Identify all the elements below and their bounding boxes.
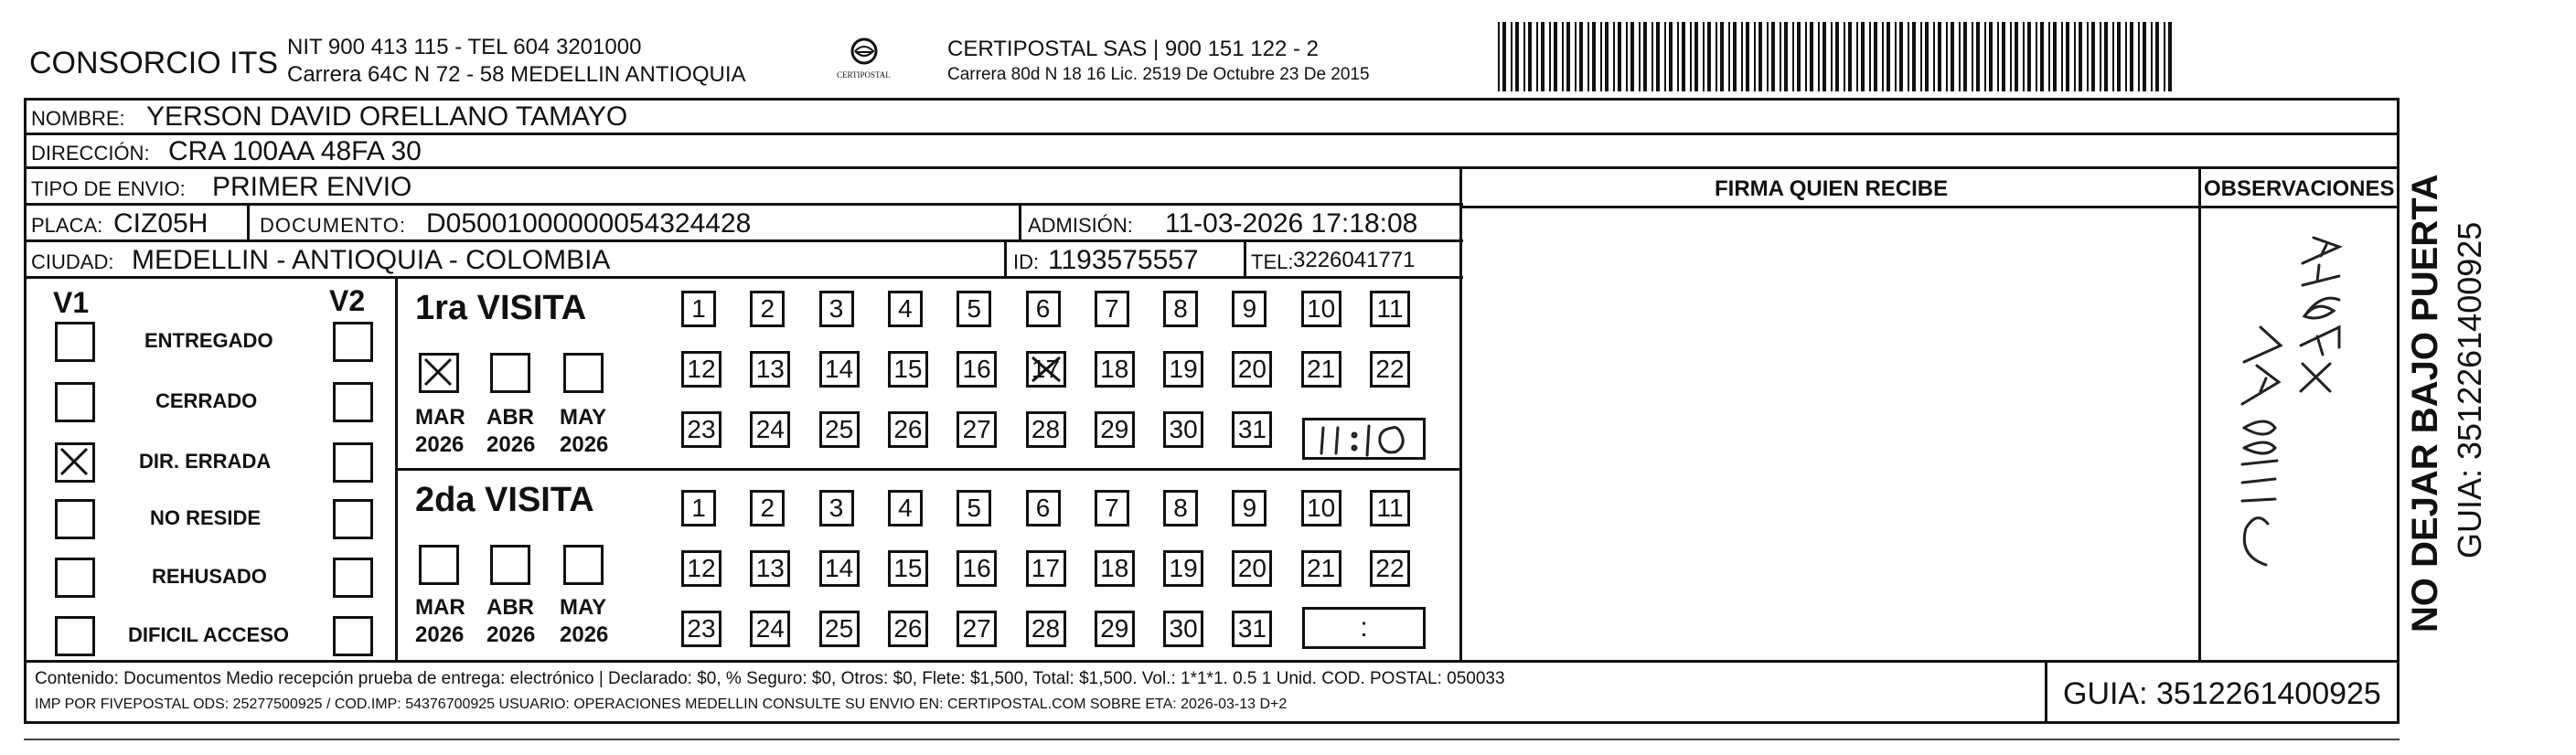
- v1-checkbox[interactable]: [55, 499, 95, 539]
- visita1-day-box[interactable]: [1095, 291, 1129, 327]
- visita2-day-box[interactable]: [1232, 550, 1272, 587]
- visita1-month-label: ABR: [486, 405, 534, 430]
- visita2-day-number: 8: [1173, 494, 1188, 522]
- visita1-day-number: 2: [760, 294, 775, 323]
- visita1-month-checkbox[interactable]: [563, 353, 604, 393]
- visita1-day-number: 31: [1237, 415, 1267, 443]
- visita1-day-number: 9: [1242, 294, 1257, 323]
- v2-checkbox[interactable]: [333, 382, 373, 422]
- visita2-year-label: 2026: [560, 622, 609, 647]
- visita2-day-box[interactable]: [1026, 611, 1066, 647]
- visita2-day-number: 1: [691, 494, 706, 522]
- visita2-day-number: 11: [1376, 494, 1404, 522]
- status-label: NO RESIDE: [150, 506, 262, 529]
- handwritten-observation: [2202, 208, 2398, 660]
- tipo-envio-label: TIPO DE ENVIO:: [31, 177, 186, 200]
- visita2-month-checkbox[interactable]: [490, 545, 530, 585]
- visita2-day-number: 25: [825, 614, 854, 643]
- visita2-day-number: 27: [962, 614, 991, 643]
- visita1-year-label: 2026: [560, 432, 609, 457]
- visita1-day-box[interactable]: [1232, 291, 1267, 327]
- visita1-day-box[interactable]: [1026, 351, 1066, 388]
- visita2-day-box[interactable]: [681, 611, 721, 647]
- visita2-day-number: 19: [1169, 554, 1198, 582]
- firma-header: FIRMA QUIEN RECIBE: [1715, 176, 1949, 201]
- visita1-day-box[interactable]: [888, 291, 923, 327]
- visita2-time-value: :: [1360, 612, 1368, 643]
- visita1-day-number: 30: [1169, 415, 1198, 443]
- visita2-day-box[interactable]: [819, 490, 854, 526]
- visita2-time-box[interactable]: [1302, 607, 1426, 649]
- visita1-day-box[interactable]: [1163, 351, 1203, 388]
- visita2-day-box[interactable]: [819, 611, 860, 647]
- observaciones-area[interactable]: [2202, 208, 2398, 660]
- visita2-day-box[interactable]: [1232, 611, 1272, 647]
- visita2-day-number: 18: [1100, 554, 1129, 582]
- visita1-year-label: 2026: [486, 432, 536, 457]
- visita1-day-number: 19: [1169, 355, 1198, 383]
- visita1-day-number: 4: [898, 294, 913, 323]
- visita2-day-box[interactable]: [957, 550, 997, 587]
- direccion-value: CRA 100AA 48FA 30: [168, 136, 422, 166]
- visita1-day-number: 16: [962, 355, 991, 383]
- v1-checkbox[interactable]: [55, 616, 95, 656]
- visita2-month-checkbox[interactable]: [419, 545, 459, 585]
- visita2-day-box[interactable]: [957, 490, 991, 526]
- visita2-day-number: 3: [828, 494, 844, 522]
- visita1-day-number: 15: [893, 355, 923, 383]
- status-label: ENTREGADO: [144, 329, 273, 352]
- v2-checkbox[interactable]: [333, 322, 373, 362]
- visita2-day-box[interactable]: [1095, 550, 1135, 587]
- admision-value: 11-03-2026 17:18:08: [1165, 208, 1418, 239]
- visita2-day-box[interactable]: [750, 490, 785, 526]
- visita1-day-box[interactable]: [750, 411, 790, 448]
- visita2-day-number: 2: [760, 494, 775, 522]
- visita2-day-number: 7: [1105, 494, 1119, 522]
- visita1-day-number: 6: [1035, 294, 1051, 323]
- visita1-day-number: 12: [687, 355, 716, 383]
- visita1-day-box[interactable]: [750, 351, 790, 388]
- visita2-day-number: 21: [1307, 554, 1336, 582]
- id-label: ID:: [1013, 250, 1040, 273]
- visita1-day-number: 27: [962, 415, 991, 443]
- visita1-day-box[interactable]: [1232, 411, 1272, 448]
- visita1-day-box[interactable]: [819, 291, 854, 327]
- visita2-day-box[interactable]: [750, 611, 790, 647]
- visita2-day-box[interactable]: [681, 490, 716, 526]
- tel-value: 3226041771: [1293, 248, 1416, 272]
- visita1-day-number: 13: [755, 355, 785, 383]
- status-label: REHUSADO: [152, 565, 267, 588]
- visita1-day-box[interactable]: [819, 351, 860, 388]
- tel-label: TEL:: [1251, 250, 1294, 273]
- visita2-day-box[interactable]: [1163, 611, 1203, 647]
- visita2-day-box[interactable]: [1095, 611, 1135, 647]
- certipostal-logo: [828, 35, 901, 86]
- visita2-day-number: 20: [1237, 554, 1267, 582]
- v1-checkbox[interactable]: [55, 558, 95, 598]
- visita2-day-box[interactable]: [888, 490, 923, 526]
- visita2-day-number: 12: [687, 554, 716, 582]
- nombre-label: NOMBRE:: [31, 107, 125, 130]
- visita1-day-box[interactable]: [1301, 351, 1341, 388]
- check-mark-icon: [58, 445, 92, 480]
- id-value: 1193575557: [1048, 245, 1199, 275]
- v2-checkbox[interactable]: [333, 558, 373, 598]
- check-mark-icon: [1029, 354, 1065, 387]
- visita2-month-label: MAR: [415, 595, 465, 620]
- visita1-day-box[interactable]: [957, 351, 997, 388]
- visita1-day-box[interactable]: [681, 351, 721, 388]
- check-mark-icon: [422, 356, 456, 390]
- visita2-day-box[interactable]: [888, 550, 928, 587]
- company-info-line-2: Carrera 64C N 72 - 58 MEDELLIN ANTIOQUIA: [287, 62, 746, 87]
- visita1-day-number: 22: [1375, 355, 1405, 383]
- visita1-day-number: 20: [1237, 355, 1267, 383]
- visita2-day-box[interactable]: [1163, 490, 1198, 526]
- visita2-day-box[interactable]: [1370, 490, 1410, 526]
- visita2-year-label: 2026: [486, 622, 536, 647]
- placa-label: PLACA:: [31, 214, 103, 237]
- visita1-day-box[interactable]: [1163, 291, 1198, 327]
- v2-checkbox[interactable]: [333, 499, 373, 539]
- visita2-day-number: 26: [893, 614, 923, 643]
- visita2-day-number: 14: [825, 554, 854, 582]
- visita2-day-number: 5: [967, 494, 981, 522]
- visita2-year-label: 2026: [415, 622, 465, 647]
- visita1-day-number: 5: [967, 294, 981, 323]
- direccion-label: DIRECCIÓN:: [31, 142, 150, 165]
- documento-value: D05001000000054324428: [426, 208, 752, 239]
- placa-value: CIZ05H: [113, 208, 208, 239]
- visita1-day-number: 11: [1376, 294, 1404, 323]
- visita1-time-handwriting: [1305, 420, 1424, 457]
- visita2-month-label: ABR: [486, 595, 534, 620]
- visita2-day-number: 29: [1100, 614, 1129, 643]
- visita1-day-box[interactable]: [819, 411, 860, 448]
- visita1-day-number: 29: [1100, 415, 1129, 443]
- visita1-day-box[interactable]: [1301, 291, 1341, 327]
- visita2-day-box[interactable]: [1026, 550, 1066, 587]
- visita2-day-box[interactable]: [1095, 490, 1129, 526]
- visita2-day-number: 9: [1242, 494, 1257, 522]
- visita1-day-box[interactable]: [888, 351, 928, 388]
- visita1-day-box[interactable]: [1095, 411, 1135, 448]
- visita2-day-box[interactable]: [1026, 490, 1061, 526]
- visita1-day-number: 26: [893, 415, 923, 443]
- visita2-day-number: 6: [1035, 494, 1051, 522]
- visita2-day-box[interactable]: [1301, 490, 1341, 526]
- visita1-day-box[interactable]: [681, 411, 721, 448]
- visita1-day-box[interactable]: [957, 291, 991, 327]
- v1-header: V1: [53, 286, 90, 319]
- visita1-day-number: 8: [1173, 294, 1188, 323]
- visita2-day-box[interactable]: [819, 550, 860, 587]
- visita1-day-box[interactable]: [750, 291, 785, 327]
- barcode: [1498, 22, 2178, 91]
- v2-header: V2: [329, 284, 366, 317]
- v1-checkbox[interactable]: [55, 382, 95, 422]
- visita2-day-number: 13: [755, 554, 785, 582]
- visita2-month-label: MAY: [560, 595, 607, 620]
- visita1-day-number: 18: [1100, 355, 1129, 383]
- visita1-title: 1ra VISITA: [415, 289, 587, 327]
- partner-info-line-1: CERTIPOSTAL SAS | 900 151 122 - 2: [947, 37, 1319, 61]
- visita2-day-box[interactable]: [957, 611, 997, 647]
- visita1-day-box[interactable]: [957, 411, 997, 448]
- visita1-day-number: 10: [1307, 294, 1336, 323]
- visita2-day-number: 10: [1307, 494, 1336, 522]
- visita1-day-box[interactable]: [1095, 351, 1135, 388]
- visita2-day-number: 31: [1237, 614, 1267, 643]
- visita1-day-number: 3: [828, 294, 844, 323]
- visita2-day-number: 28: [1031, 614, 1061, 643]
- nombre-value: YERSON DAVID ORELLANO TAMAYO: [146, 101, 628, 132]
- visita1-day-number: 21: [1307, 355, 1336, 383]
- visita2-day-number: 16: [962, 554, 991, 582]
- visita2-day-number: 30: [1169, 614, 1198, 643]
- footer-contenido: Contenido: Documentos Medio recepción prueba de entrega: electrónico | Declarado: $0, % Seguro: $0, Otros: $0, Flete: $1,500, Total: $1,500. Vol.: 1*1*1. 0.5 1 Unid. COD. POSTAL: 050033: [35, 669, 1505, 688]
- visita2-day-box[interactable]: [681, 550, 721, 587]
- visita1-day-box[interactable]: [1026, 291, 1061, 327]
- visita1-day-number: 28: [1031, 415, 1061, 443]
- ciudad-value: MEDELLIN - ANTIOQUIA - COLOMBIA: [132, 245, 611, 275]
- visita2-day-box[interactable]: [1370, 550, 1410, 587]
- visita2-day-number: 15: [893, 554, 923, 582]
- v1-checkbox[interactable]: [55, 442, 95, 483]
- observaciones-header: OBSERVACIONES: [2204, 176, 2395, 201]
- status-label: DIR. ERRADA: [139, 450, 272, 473]
- visita1-day-number: 23: [687, 415, 716, 443]
- visita1-month-checkbox[interactable]: [490, 353, 530, 393]
- admision-label: ADMISIÓN:: [1028, 214, 1133, 237]
- visita2-day-number: 23: [687, 614, 716, 643]
- visita2-day-box[interactable]: [1232, 490, 1267, 526]
- visita2-day-box[interactable]: [750, 550, 790, 587]
- company-info-line-1: NIT 900 413 115 - TEL 604 3201000: [287, 35, 642, 59]
- visita1-day-box[interactable]: [1232, 351, 1272, 388]
- company-name: CONSORCIO ITS: [29, 46, 279, 80]
- visita1-day-number: 24: [755, 415, 785, 443]
- v2-checkbox[interactable]: [333, 442, 373, 483]
- status-label: CERRADO: [155, 389, 258, 412]
- visita1-day-number: 1: [691, 294, 706, 323]
- visita2-day-number: 22: [1375, 554, 1405, 582]
- visita1-day-number: 14: [825, 355, 854, 383]
- visita1-day-box[interactable]: [1370, 291, 1410, 327]
- visita2-day-number: 17: [1031, 554, 1061, 582]
- visita2-day-number: 24: [755, 614, 785, 643]
- logo-text: CERTIPOSTAL: [837, 70, 891, 80]
- v1-checkbox[interactable]: [55, 322, 95, 362]
- visita2-day-box[interactable]: [1301, 550, 1341, 587]
- v2-checkbox[interactable]: [333, 616, 373, 656]
- ciudad-label: CIUDAD:: [31, 250, 114, 273]
- visita1-month-checkbox[interactable]: [419, 353, 459, 393]
- visita1-day-box[interactable]: [1163, 411, 1203, 448]
- visita1-day-box[interactable]: [681, 291, 716, 327]
- signature-area[interactable]: [1463, 208, 2198, 660]
- visita2-day-box[interactable]: [888, 611, 928, 647]
- visita2-day-number: 4: [898, 494, 913, 522]
- visita1-time-box[interactable]: [1302, 418, 1426, 460]
- visita1-day-box[interactable]: [1370, 351, 1410, 388]
- footer-impresion: IMP POR FIVEPOSTAL ODS: 25277500925 / COD.IMP: 54376700925 USUARIO: OPERACIONES MEDELLIN CONSULTE SU ENVIO EN: CERTIPOSTAL.COM SOBRE ETA: 2026-03-13 D+2: [35, 697, 1288, 712]
- side-guia: GUIA: 3512261400925: [2451, 221, 2488, 558]
- visita1-day-box[interactable]: [888, 411, 928, 448]
- visita1-year-label: 2026: [415, 432, 465, 457]
- partner-info-line-2: Carrera 80d N 18 16 Lic. 2519 De Octubre 23 De 2015: [947, 65, 1370, 84]
- documento-label: DOCUMENTO:: [260, 214, 406, 237]
- status-label: DIFICIL ACCESO: [128, 623, 290, 646]
- visita1-month-label: MAY: [560, 405, 607, 430]
- visita1-day-number: 17: [1031, 355, 1061, 383]
- visita1-day-box[interactable]: [1026, 411, 1066, 448]
- footer-guia: GUIA: 3512261400925: [2063, 676, 2381, 711]
- side-warning: NO DEJAR BAJO PUERTA: [2405, 174, 2445, 633]
- visita1-month-label: MAR: [415, 405, 465, 430]
- visita2-title: 2da VISITA: [415, 481, 594, 519]
- visita1-day-number: 25: [825, 415, 854, 443]
- tipo-envio-value: PRIMER ENVIO: [212, 172, 412, 202]
- visita2-month-checkbox[interactable]: [563, 545, 604, 585]
- visita2-day-box[interactable]: [1163, 550, 1203, 587]
- visita1-day-number: 7: [1105, 294, 1119, 323]
